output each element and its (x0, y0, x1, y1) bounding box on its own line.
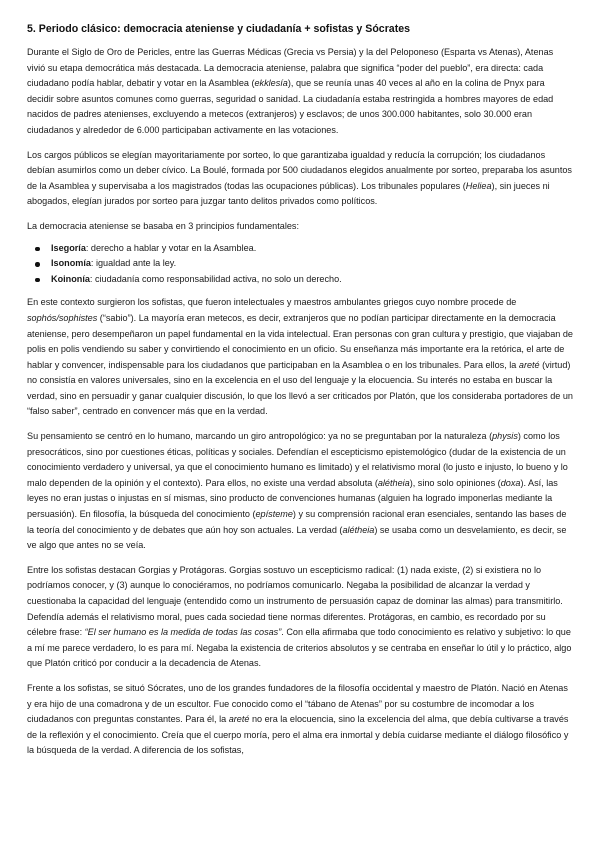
principle-desc: : derecho a hablar y votar en la Asamblea. (85, 242, 257, 253)
principle-desc: : ciudadanía como responsabilidad activa, no solo un derecho. (89, 273, 342, 284)
principles-intro: La democracia ateniense se basaba en 3 principios fundamentales: (27, 220, 299, 231)
text-run: (virtud) no consistía en valores universales, sino en la excelencia en el uso del lenguaje y la elocuencia. Su interés no estaba en buscar la verdad, sino en persuadir y ganar cualquier discusión, lo que los llevó a ser criticados por Platón, que los consideraba portadores de un “falso saber”, centrado en convencer más que en la verdad. (27, 359, 573, 417)
bullet-icon (35, 262, 40, 267)
text-run: ), sin jueces ni abogados, elegían jurados por sorteo para juzgar tanto delitos privados como políticos. (27, 180, 550, 207)
principles-list (27, 241, 573, 288)
text-run: Frente a los sofistas, se situó Sócrates, uno de los grandes fundadores de la filosofía occidental y maestro de Platón. Nació en Atenas y era hijo de una comadrona y de un escultor. Fue conocido como el “tábano de Atenas” por su costumbre de incomodar a los ciudadanos con preguntas constantes. Para él, la (27, 682, 568, 725)
text-run: ), que se reunía unas 40 veces al año en la colina de Pnyx para decidir sobre asuntos comunes como guerras, seguridad o sanidad. La ciudadanía estaba restringida a hombres mayores de edad nacidos de padres atenienses, excluyendo a metecos (extranjeros) y esclavos; de unos 300.000 habitantes, solo 30.000 eran ciudadanos y alrededor de 6.000 participaban activamente en las votaciones. (27, 78, 554, 135)
text-run: ) y su comprensión racional eran esenciales, sentando las bases de la teoría del conocimiento y de debates que aún hoy son actuales. La verdad ( (27, 509, 567, 535)
paragraph-sophists (27, 295, 573, 420)
principle-desc: : igualdad ante la ley. (90, 258, 177, 269)
paragraph-public-offices (27, 148, 573, 210)
list-item (27, 272, 573, 288)
bullet-icon (35, 247, 40, 252)
text-run: Entre los sofistas destacan Gorgias y Protágoras. Gorgias sostuvo un escepticismo radical: (1) nada existe, (2) si existiera no lo podríamos conocer, y (3) aunque lo conociéramos, no podríamos comunicarlo. Negaba la posibilidad de alcanzar la verdad y cuestionaba la capacidad del lenguaje (entendido como un instrumento de persuasión capaz de dominar las almas) para transmitirlo. Defendía además el relativismo moral, pues cada sociedad tiene normas diferentes. Protágoras, en cambio, es recordado por su célebre frase: (27, 564, 563, 638)
text-run: Los cargos públicos se elegían mayoritariamente por sorteo, lo que garantizaba igualdad y reducía la corrupción; los ciudadanos debían asumirlos como un deber cívico. La Boulé, formada por 500 ciudadanos elegidos anualmente por sorteo, preparaba los asuntos de la Asamblea y supervisaba a los magistrados (todas las ocupaciones públicas). Los tribunales populares ( (27, 149, 572, 191)
term-arete: areté (518, 359, 540, 370)
term-episteme: epísteme (255, 509, 293, 520)
principle-term: Isegoría (51, 242, 86, 253)
paragraph-socrates (27, 681, 573, 759)
term-physis: physis (492, 431, 518, 442)
text-run: no era la elocuencia, sino la excelencia del alma, que debía cultivarse a través de la reflexión y el conocimiento. Creía que el cuerpo moría, pero el alma era inmortal y debía cuidarse mediante el diálogo filosófico y la búsqueda de la verdad. A diferencia de los sofistas, (27, 714, 569, 756)
text-run: En este contexto surgieron los sofistas, que fueron intelectuales y maestros ambulantes griegos cuyo nombre procede de (27, 297, 517, 308)
text-run: Durante el Siglo de Oro de Pericles, entre las Guerras Médicas (Grecia vs Persia) y la del Peloponeso (Esparta vs Atenas), Atenas vivió su etapa democrática más destacada. La democracia ateniense, palabra que significa “poder del pueblo”, era directa: cada ciudadano podía hablar, debatir y votar en la Asamblea ( (27, 47, 554, 89)
term-aletheia: alétheia (342, 524, 375, 535)
text-run: ), sino solo opiniones ( (409, 477, 501, 488)
term-doxa: doxa (500, 477, 521, 488)
text-run: . Con ella afirmaba que todo conocimiento es relativo y subjetivo: lo que a mí me parece verdadero, lo es para mí. Negaba la existencia de criterios absolutos y se centraba en enseñar lo útil y lo práctico, algo que Platón criticó por conducir a la decadencia de Atenas. (27, 627, 572, 669)
text-run: Su pensamiento se centró en lo humano, marcando un giro antropológico: ya no se preguntaban por la naturaleza ( (27, 431, 493, 442)
quote-protagoras: “El ser humano es la medida de todas las cosas” (84, 627, 282, 638)
paragraph-anthropological-turn (27, 429, 573, 554)
term-aletheia: alétheia (377, 477, 410, 488)
paragraph-democracy (27, 45, 573, 139)
paragraph-gorgias-protagoras (27, 563, 573, 672)
bullet-icon (35, 278, 40, 283)
list-item (27, 241, 573, 257)
text-run: (“sabio”). La mayoría eran metecos, es decir, extranjeros que no podían participar directamente en la democracia ateniense, pero desempeñaron un papel fundamental en la vida intelectual. Eran personas con gran cultura y prestigio, que viajaban de polis en polis vendiendo su saber y convirtiendo el conocimiento en un oficio. Su enseñanza más importante era la retórica, el arte de hablar y convencer, indispensable para los ciudadanos que participaban en la Asamblea o en los tribunales. Para ellos, la (27, 312, 573, 370)
list-item (27, 256, 573, 272)
text-run: ) como los presocráticos, sino por cuestiones éticas, políticas y sociales. Defendían el escepticismo epistemológico (dudar de la existencia de un conocimiento verdadero y universal, ya que el conocimiento humano es limitado) y el relativismo moral (lo justo e injusto, lo bueno y lo malo dependen de la opinión y el contexto). Para ellos, no existe una verdad absoluta ( (27, 431, 568, 488)
text-run: ) se usaba como un desvelamiento, es decir, se ve algo que antes no se veía. (27, 524, 567, 551)
principle-term: Koinonía (51, 273, 90, 284)
principle-term: Isonomía (51, 258, 91, 269)
term-ekklesia: ekklesía (254, 78, 288, 89)
term-sophos: sophós/sophistes (27, 312, 98, 323)
text-run: ). Así, las leyes no eran justas o injustas en sí mismas, sino producto de convenciones humanas (alguien ha logrado imponerlas mediante la persuasión). En filosofía, la búsqueda del conocimiento ( (27, 477, 558, 520)
term-arete: areté (228, 714, 250, 725)
term-heliea: Heliea (465, 180, 492, 191)
section-title: 5. Periodo clásico: democracia ateniense y ciudadanía + sofistas y Sócrates (27, 23, 411, 35)
